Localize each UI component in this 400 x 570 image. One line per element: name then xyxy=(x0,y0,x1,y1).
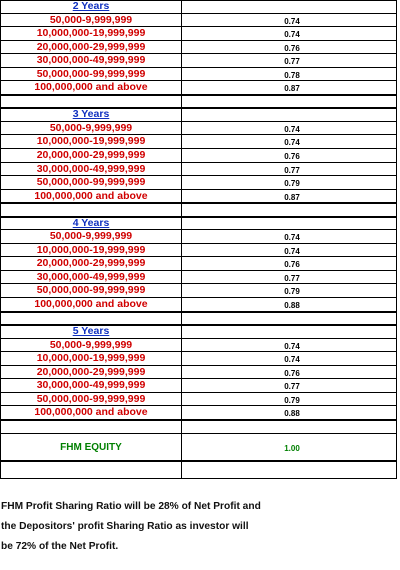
amount-tier: 50,000-9,999,999 xyxy=(49,230,133,243)
tenor-heading-row xyxy=(0,0,400,14)
tier-row xyxy=(0,149,400,163)
profit-rate: 0.76 xyxy=(284,152,300,162)
amount-tier: 50,000,000-99,999,999 xyxy=(36,67,146,80)
column-rule xyxy=(181,27,182,41)
amount-tier: 30,000,000-49,999,999 xyxy=(36,379,146,392)
column-rule xyxy=(181,0,182,14)
column-rule xyxy=(396,325,397,339)
column-rule xyxy=(396,284,397,298)
amount-tier: 50,000-9,999,999 xyxy=(49,121,133,134)
profit-rate: 0.74 xyxy=(284,124,300,134)
column-rule xyxy=(396,406,397,420)
column-rule xyxy=(181,298,182,312)
column-rule xyxy=(396,14,397,28)
row-rule xyxy=(0,312,397,313)
column-rule xyxy=(396,352,397,366)
tier-row xyxy=(0,176,400,190)
column-rule xyxy=(396,95,397,109)
column-rule xyxy=(396,230,397,244)
profit-rate: 0.74 xyxy=(284,246,300,256)
column-rule xyxy=(396,190,397,204)
tier-row xyxy=(0,339,400,353)
amount-tier: 50,000-9,999,999 xyxy=(49,338,133,351)
column-rule xyxy=(396,41,397,55)
amount-tier: 100,000,000 and above xyxy=(34,81,148,94)
column-rule xyxy=(181,406,182,420)
column-rule xyxy=(181,420,182,434)
tenor-heading: 5 Years xyxy=(72,325,110,338)
row-rule xyxy=(0,203,397,204)
tier-row xyxy=(0,352,400,366)
tier-row xyxy=(0,41,400,55)
tier-row xyxy=(0,366,400,380)
column-rule xyxy=(181,284,182,298)
tier-row xyxy=(0,393,400,407)
tier-row xyxy=(0,230,400,244)
row-rule xyxy=(0,478,397,479)
profit-rate: 0.79 xyxy=(284,395,300,405)
column-rule xyxy=(396,108,397,122)
blank-row xyxy=(0,203,400,217)
tenor-heading: 4 Years xyxy=(72,216,110,229)
column-rule xyxy=(181,352,182,366)
column-rule xyxy=(396,149,397,163)
column-rule xyxy=(396,298,397,312)
tenor-heading-row xyxy=(0,325,400,339)
column-rule xyxy=(181,176,182,190)
profit-rate: 0.74 xyxy=(284,138,300,148)
row-rule xyxy=(0,95,397,96)
amount-tier: 100,000,000 and above xyxy=(34,298,148,311)
amount-tier: 30,000,000-49,999,999 xyxy=(36,162,146,175)
note-line-3: be 72% of the Net Profit. xyxy=(1,541,119,552)
column-rule xyxy=(396,81,397,95)
column-rule xyxy=(0,461,1,479)
tier-row xyxy=(0,54,400,68)
profit-rate: 0.88 xyxy=(284,301,300,311)
profit-rate: 0.77 xyxy=(284,165,300,175)
column-rule xyxy=(181,393,182,407)
profit-rate: 0.74 xyxy=(284,341,300,351)
column-rule xyxy=(396,68,397,82)
column-rule xyxy=(396,135,397,149)
column-rule xyxy=(396,420,397,434)
column-rule xyxy=(181,68,182,82)
column-rule xyxy=(0,312,1,326)
profit-rate: 0.78 xyxy=(284,70,300,80)
amount-tier: 50,000,000-99,999,999 xyxy=(36,284,146,297)
column-rule xyxy=(396,54,397,68)
column-rule xyxy=(0,420,1,434)
column-rule xyxy=(396,203,397,217)
equity-rate: 1.00 xyxy=(284,443,300,453)
amount-tier: 20,000,000-29,999,999 xyxy=(36,257,146,270)
column-rule xyxy=(396,217,397,231)
equity-row xyxy=(0,434,400,461)
profit-rate: 0.88 xyxy=(284,409,300,419)
row-rule xyxy=(0,420,397,421)
amount-tier: 100,000,000 and above xyxy=(34,189,148,202)
tier-row xyxy=(0,135,400,149)
amount-tier: 20,000,000-29,999,999 xyxy=(36,149,146,162)
column-rule xyxy=(181,14,182,28)
tier-row xyxy=(0,406,400,420)
column-rule xyxy=(396,27,397,41)
column-rule xyxy=(396,176,397,190)
amount-tier: 50,000-9,999,999 xyxy=(49,13,133,26)
profit-rate: 0.74 xyxy=(284,30,300,40)
column-rule xyxy=(181,41,182,55)
amount-tier: 50,000,000-99,999,999 xyxy=(36,176,146,189)
tier-row xyxy=(0,271,400,285)
note-line-2: the Depositors' profit Sharing Ratio as investor will xyxy=(1,521,249,532)
profit-rate: 0.76 xyxy=(284,260,300,270)
column-rule xyxy=(396,163,397,177)
profit-sharing-note xyxy=(1,497,391,557)
profit-rate: 0.74 xyxy=(284,16,300,26)
column-rule xyxy=(181,325,182,339)
column-rule xyxy=(181,108,182,122)
amount-tier: 100,000,000 and above xyxy=(34,406,148,419)
column-rule xyxy=(181,54,182,68)
column-rule xyxy=(181,163,182,177)
tenor-heading-row xyxy=(0,108,400,122)
column-rule xyxy=(181,149,182,163)
column-rule xyxy=(396,366,397,380)
profit-rate: 0.79 xyxy=(284,179,300,189)
column-rule xyxy=(181,312,182,326)
column-rule xyxy=(181,434,182,461)
column-rule xyxy=(181,244,182,258)
column-rule xyxy=(181,271,182,285)
amount-tier: 10,000,000-19,999,999 xyxy=(36,352,146,365)
tier-row xyxy=(0,298,400,312)
profit-rate: 0.74 xyxy=(284,355,300,365)
column-rule xyxy=(0,95,1,109)
tier-row xyxy=(0,27,400,41)
tenor-heading: 2 Years xyxy=(72,0,110,12)
tier-row xyxy=(0,163,400,177)
amount-tier: 20,000,000-29,999,999 xyxy=(36,365,146,378)
column-rule xyxy=(181,122,182,136)
profit-rate: 0.87 xyxy=(284,84,300,94)
column-rule xyxy=(181,217,182,231)
column-rule xyxy=(181,461,182,479)
column-rule xyxy=(181,95,182,109)
column-rule xyxy=(396,434,397,461)
equity-label: FHM EQUITY xyxy=(60,441,122,453)
column-rule xyxy=(396,244,397,258)
column-rule xyxy=(181,257,182,271)
column-rule xyxy=(396,312,397,326)
row-rule xyxy=(0,461,397,462)
column-rule xyxy=(181,339,182,353)
column-rule xyxy=(181,81,182,95)
column-rule xyxy=(181,190,182,204)
column-rule xyxy=(181,230,182,244)
column-rule xyxy=(396,339,397,353)
tier-row xyxy=(0,81,400,95)
column-rule xyxy=(396,257,397,271)
blank-row xyxy=(0,95,400,109)
tier-row xyxy=(0,257,400,271)
profit-rate: 0.77 xyxy=(284,273,300,283)
amount-tier: 10,000,000-19,999,999 xyxy=(36,243,146,256)
profit-rate: 0.76 xyxy=(284,43,300,53)
column-rule xyxy=(0,203,1,217)
profit-rate: 0.77 xyxy=(284,57,300,67)
column-rule xyxy=(396,0,397,14)
column-rule xyxy=(181,379,182,393)
tier-row xyxy=(0,244,400,258)
column-rule xyxy=(396,379,397,393)
profit-rate: 0.79 xyxy=(284,287,300,297)
profit-rate: 0.74 xyxy=(284,233,300,243)
amount-tier: 30,000,000-49,999,999 xyxy=(36,54,146,67)
blank-row xyxy=(0,312,400,326)
amount-tier: 10,000,000-19,999,999 xyxy=(36,135,146,148)
blank-row xyxy=(0,461,400,479)
tenor-heading-row xyxy=(0,217,400,231)
column-rule xyxy=(181,135,182,149)
column-rule xyxy=(181,203,182,217)
tier-row xyxy=(0,379,400,393)
profit-rate: 0.76 xyxy=(284,368,300,378)
note-line-1: FHM Profit Sharing Ratio will be 28% of Net Profit and xyxy=(1,501,261,512)
tier-row xyxy=(0,122,400,136)
tier-row xyxy=(0,284,400,298)
column-rule xyxy=(396,461,397,479)
tenor-heading: 3 Years xyxy=(72,108,110,121)
column-rule xyxy=(181,366,182,380)
amount-tier: 50,000,000-99,999,999 xyxy=(36,392,146,405)
profit-rate: 0.77 xyxy=(284,382,300,392)
column-rule xyxy=(396,271,397,285)
profit-rate: 0.87 xyxy=(284,192,300,202)
amount-tier: 20,000,000-29,999,999 xyxy=(36,40,146,53)
blank-row xyxy=(0,420,400,434)
amount-tier: 10,000,000-19,999,999 xyxy=(36,27,146,40)
tier-row xyxy=(0,68,400,82)
tier-row xyxy=(0,14,400,28)
tier-row xyxy=(0,190,400,204)
column-rule xyxy=(396,393,397,407)
column-rule xyxy=(396,122,397,136)
amount-tier: 30,000,000-49,999,999 xyxy=(36,270,146,283)
